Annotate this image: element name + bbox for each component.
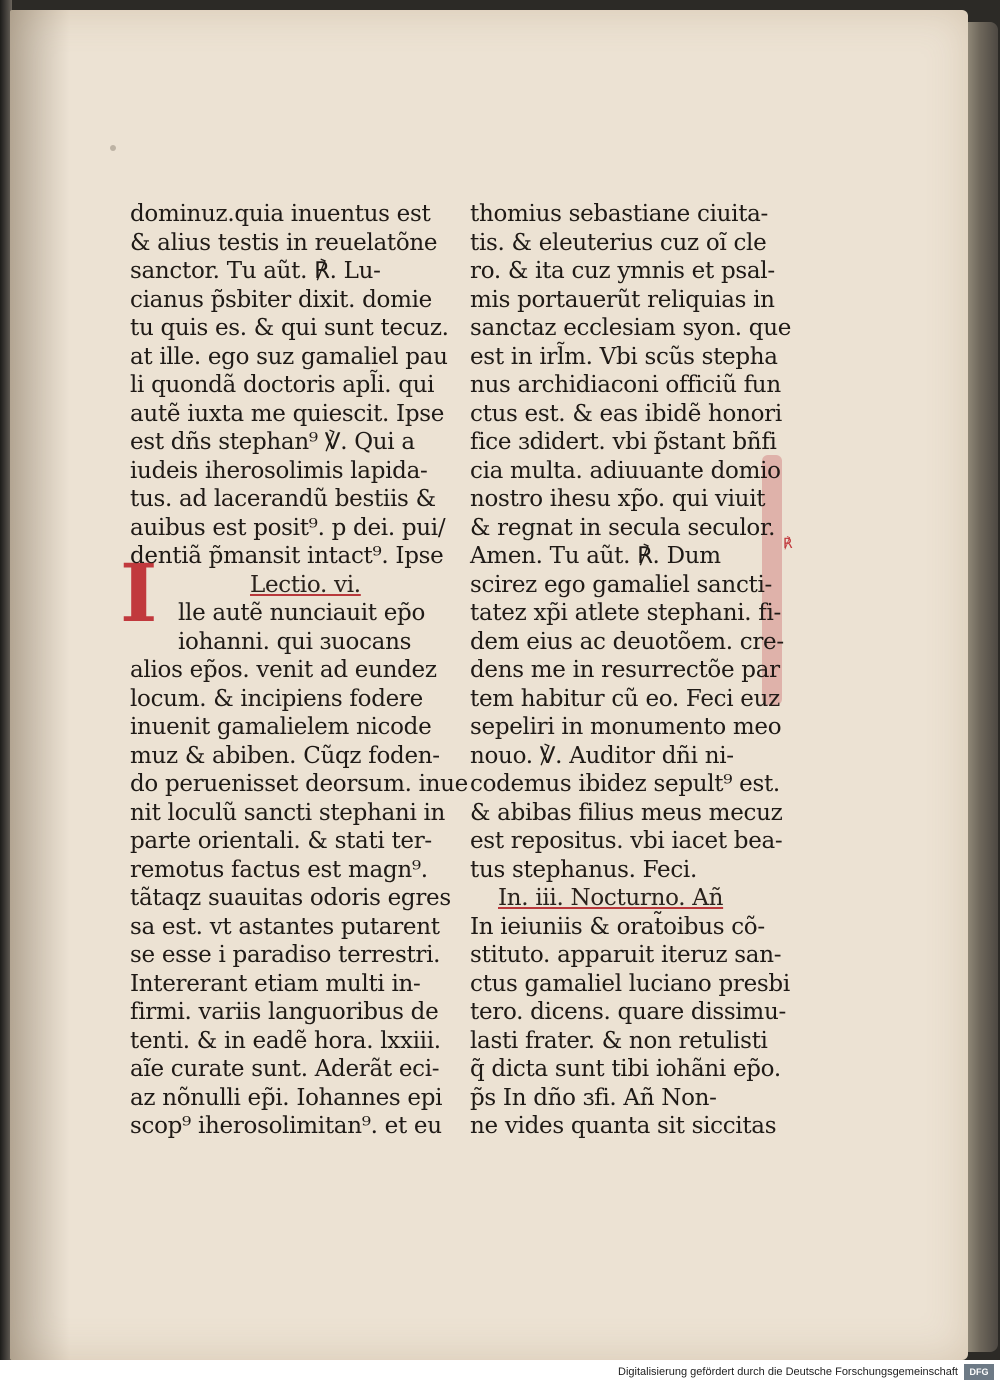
- margin-note: ℟: [783, 536, 793, 552]
- decorated-initial: I: [120, 546, 158, 640]
- page-block-edge: [968, 22, 998, 1352]
- text-line: ctus est. & eas ibidẽ honori: [470, 400, 782, 427]
- text-line: aĩe curate sunt. Aderãt eci-: [130, 1056, 440, 1082]
- text-line: tãtaqz suauitas odoris egres: [130, 885, 451, 911]
- text-line: est repositus. vbi iacet bea-: [470, 828, 783, 854]
- text-line: alios ep̃os. venit ad eundez: [130, 657, 437, 683]
- text-line: tatez xp̃i atlete stephani. fi-: [470, 600, 782, 626]
- text-line: Intererant etiam multi in-: [130, 970, 421, 997]
- text-line: & regnat in secula seculor.: [470, 514, 776, 541]
- page-hole: [110, 145, 116, 151]
- dfg-logo: DFG: [964, 1364, 994, 1380]
- text-line: tis. & eleuterius cuz oĩ cle: [470, 229, 767, 256]
- text-line: tus. ad lacerandũ bestiis &: [130, 486, 436, 512]
- text-line: tenti. & in eadẽ hora. lxxiii.: [130, 1027, 441, 1054]
- text-line: sepeliri in monumento meo: [470, 714, 782, 740]
- funding-credit: Digitalisierung gefördert durch die Deutsche Forschungsgemeinschaft: [618, 1366, 958, 1378]
- text-line: iudeis iherosolimis lapida-: [130, 457, 428, 484]
- text-line: autẽ iuxta me quiescit. Ipse: [130, 400, 445, 427]
- text-line: tero. dicens. quare dissimu-: [470, 999, 786, 1025]
- text-line: lle autẽ nunciauit ep̃o: [178, 600, 426, 626]
- text-line: dentiã p̃mansit intact⁹. Ipse: [130, 543, 444, 569]
- gutter-shadow: [10, 10, 70, 1360]
- text-line: nus archidiaconi officiũ fun: [470, 372, 781, 398]
- text-line: fice ɜdidert. vbi p̃stant bñfi: [470, 429, 777, 455]
- text-line: thomius sebastiane ciuita-: [470, 201, 769, 227]
- text-line: cia multa. adiuuante domio: [470, 457, 781, 484]
- text-line: lasti frater. & non retulisti: [470, 1027, 768, 1054]
- text-line: q̃ dicta sunt tibi iohãni ep̃o.: [470, 1056, 781, 1082]
- text-line: ctus gamaliel luciano presbi: [470, 970, 790, 997]
- text-line: sa est. vt astantes putarent: [130, 913, 440, 940]
- text-line: iohanni. qui ɜuocans: [178, 628, 412, 655]
- text-line: dominuz.quia inuentus est: [130, 201, 431, 227]
- lectio-heading: Lectio. vi.: [250, 571, 361, 598]
- text-line: nostro ihesu xp̃o. qui viuit: [470, 486, 766, 512]
- text-line: auibus est posit⁹. p dei. pui/: [130, 514, 446, 541]
- text-line: se esse i paradiso terrestri.: [130, 942, 441, 968]
- text-line: dem eius ac deuotõem. cre-: [470, 628, 784, 655]
- text-line: az nõnulli ep̃i. Iohannes epi: [130, 1084, 443, 1111]
- text-line: tus stephanus. Feci.: [470, 856, 697, 883]
- text-line: locum. & incipiens fodere: [130, 685, 423, 712]
- text-line: muz & abiben. Cũqz foden-: [130, 742, 440, 769]
- nocturn-heading: In. iii. Nocturno. Añ: [498, 885, 724, 911]
- text-line: nit loculũ sancti stephani in: [130, 799, 446, 826]
- text-line: codemus ibidez sepult⁹ est.: [470, 771, 780, 797]
- text-line: sanctaz ecclesiam syon. que: [470, 315, 792, 341]
- text-line: sanctor. Tu aũt. ℟. Lu-: [130, 258, 381, 284]
- text-line: li quondã doctoris apl̃i. qui: [130, 372, 435, 398]
- text-line: at ille. ego suz gamaliel pau: [130, 343, 448, 370]
- right-text-column: [470, 200, 792, 1141]
- text-line: est in irl̃m. Vbi scũs stepha: [470, 343, 778, 370]
- text-line: & abibas filius meus mecuz: [470, 799, 783, 826]
- text-line: parte orientali. & stati ter-: [130, 828, 432, 854]
- text-line: tem habitur cũ eo. Feci euz: [470, 685, 780, 712]
- left-text-column: [130, 200, 468, 1141]
- text-line: ro. & ita cuz ymnis et psal-: [470, 258, 775, 284]
- text-line: tu quis es. & qui sunt tecuz.: [130, 315, 449, 341]
- text-line: cianus p̃sbiter dixit. domie: [130, 286, 432, 313]
- text-line: do peruenisset deorsum. inue: [130, 771, 468, 797]
- text-line: firmi. variis languoribus de: [130, 999, 439, 1025]
- text-line: ne vides quanta sit siccitas: [470, 1113, 777, 1139]
- text-line: inuenit gamalielem nicode: [130, 714, 432, 740]
- text-line: & alius testis in reuelatõne: [130, 229, 438, 256]
- text-line: p̃s In dño ɜfi. Añ Non-: [470, 1084, 717, 1111]
- text-line: scop⁹ iherosolimitan⁹. et eu: [130, 1113, 442, 1139]
- text-line: remotus factus est magn⁹.: [130, 856, 428, 883]
- text-line: dens me in resurrectõe par: [470, 657, 780, 683]
- text-line: nouo. ℣. Auditor dñi ni-: [470, 742, 734, 769]
- text-line: Amen. Tu aũt. ℟. Dum: [470, 543, 721, 569]
- text-line: scirez ego gamaliel sancti-: [470, 571, 772, 598]
- text-line: mis portauerũt reliquias in: [470, 286, 775, 313]
- text-line: est dñs stephan⁹ ℣. Qui a: [130, 429, 415, 455]
- text-line: stituto. apparuit iteruz san-: [470, 942, 782, 968]
- text-line: In ieiuniis & orat̃oibus cõ-: [470, 913, 765, 940]
